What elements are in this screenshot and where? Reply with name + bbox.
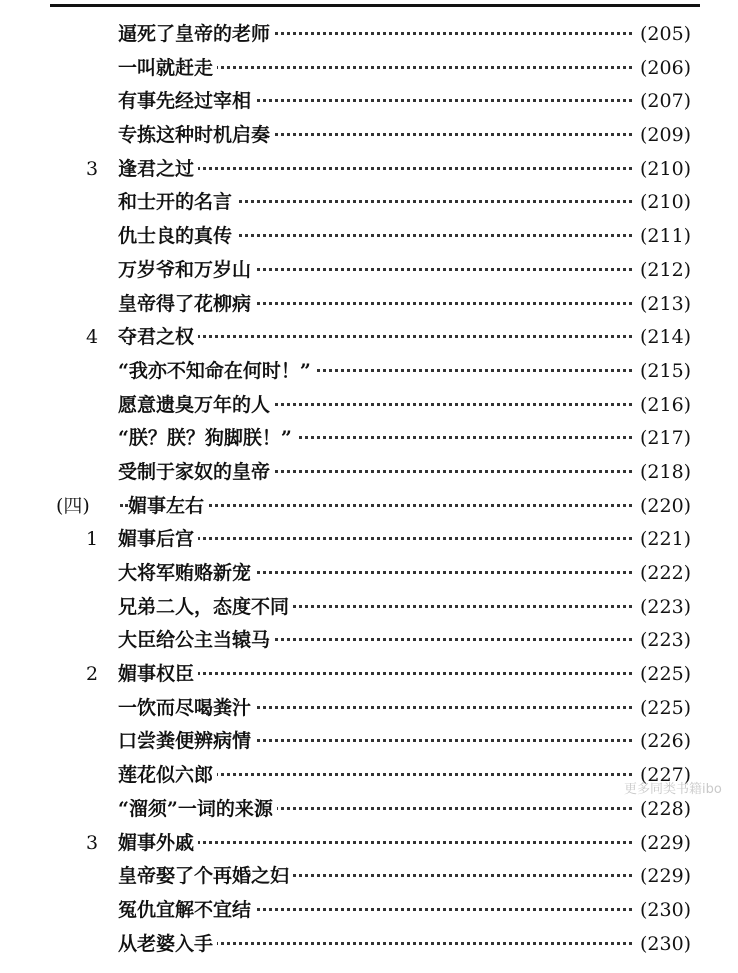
toc-entry-title: “我亦不知命在何时！”: [118, 359, 315, 383]
watermark: 更多同类书籍ibo: [624, 782, 722, 797]
toc-entry: [0, 827, 738, 861]
toc-entry: [0, 557, 738, 591]
toc-entry: [0, 658, 738, 692]
toc-entry-page: (210): [636, 190, 691, 214]
toc-entry: [0, 725, 738, 759]
toc-entry: [0, 422, 738, 456]
toc-entry-title: “朕？朕？狗脚朕！”: [118, 426, 296, 450]
toc-entry-number: 2: [86, 663, 99, 686]
toc-entry-title: 逼死了皇帝的老师: [118, 22, 274, 46]
toc-entry: [0, 692, 738, 726]
toc-entry-page: (220): [636, 494, 691, 518]
toc-entry-title: 媚事权臣: [118, 662, 198, 686]
toc-entry-page: (205): [636, 22, 691, 46]
toc-entry: [0, 321, 738, 355]
toc-entry-title: 有事先经过宰相: [118, 89, 255, 113]
toc-entry-title: 受制于家奴的皇帝: [118, 460, 274, 484]
toc-entry-page: (209): [636, 123, 691, 147]
toc-entry: [0, 624, 738, 658]
toc-entry-title: 愿意遗臭万年的人: [118, 393, 274, 417]
toc-entry-page: (222): [636, 561, 691, 585]
toc-entry-page: (229): [636, 864, 691, 888]
header-rule: [50, 4, 700, 7]
toc-entry: [0, 85, 738, 119]
toc-entry: [0, 490, 738, 524]
table-of-contents: [0, 18, 738, 961]
toc-entry-title: 媚事左右: [128, 494, 208, 518]
toc-entry-page: (216): [636, 393, 691, 417]
toc-entry-title: 媚事后宫: [118, 527, 198, 551]
toc-entry-page: (217): [636, 426, 691, 450]
toc-entry-page: (226): [636, 729, 691, 753]
toc-entry-page: (215): [636, 359, 691, 383]
toc-entry-number: (四): [56, 494, 90, 517]
toc-entry-title: 专拣这种时机启奏: [118, 123, 274, 147]
toc-entry-page: (212): [636, 258, 691, 282]
toc-entry: [0, 523, 738, 557]
toc-entry-page: (229): [636, 831, 691, 855]
toc-entry-number: 4: [86, 326, 99, 349]
toc-entry-number: 1: [86, 528, 99, 551]
toc-entry-title: 一饮而尽喝粪汁: [118, 696, 255, 720]
toc-entry-title: 兄弟二人，态度不同: [118, 595, 293, 619]
toc-entry: [0, 254, 738, 288]
toc-entry: [0, 186, 738, 220]
toc-entry: [0, 153, 738, 187]
toc-entry: [0, 456, 738, 490]
toc-entry-page: (211): [636, 224, 691, 248]
toc-entry: [0, 52, 738, 86]
toc-entry-title: “溜须”一词的来源: [118, 797, 277, 821]
toc-entry-page: (225): [636, 662, 691, 686]
toc-entry-title: 冤仇宜解不宜结: [118, 898, 255, 922]
toc-entry-title: 大臣给公主当辕马: [118, 628, 274, 652]
toc-entry-page: (223): [636, 628, 691, 652]
toc-entry-number: 3: [86, 157, 99, 180]
toc-entry-title: 一叫就赶走: [118, 56, 217, 80]
toc-entry-number: 3: [86, 831, 99, 854]
toc-entry-page: (221): [636, 527, 691, 551]
toc-entry: [0, 793, 738, 827]
toc-entry-title: 莲花似六郎: [118, 763, 217, 787]
toc-entry-title: 仇士良的真传: [118, 224, 236, 248]
toc-entry-page: (228): [636, 797, 691, 821]
toc-entry: [0, 355, 738, 389]
toc-entry-page: (230): [636, 898, 691, 922]
toc-entry: [0, 591, 738, 625]
toc-entry-page: (225): [636, 696, 691, 720]
toc-entry-title: 皇帝得了花柳病: [118, 292, 255, 316]
toc-entry-page: (214): [636, 325, 691, 349]
toc-entry-title: 逢君之过: [118, 157, 198, 181]
toc-entry: [0, 220, 738, 254]
toc-entry-page: (210): [636, 157, 691, 181]
toc-entry: [0, 928, 738, 962]
toc-entry: [0, 860, 738, 894]
toc-entry: [0, 288, 738, 322]
toc-entry-page: (218): [636, 460, 691, 484]
toc-entry-title: 皇帝娶了个再婚之妇: [118, 864, 293, 888]
toc-entry: [0, 389, 738, 423]
toc-entry-page: (227): [636, 763, 691, 787]
toc-entry: [0, 894, 738, 928]
toc-entry-page: (230): [636, 932, 691, 956]
toc-entry-title: 大将军贿赂新宠: [118, 561, 255, 585]
toc-entry-page: (223): [636, 595, 691, 619]
toc-entry-title: 口尝粪便辨病情: [118, 729, 255, 753]
toc-entry-title: 从老婆入手: [118, 932, 217, 956]
toc-entry-page: (206): [636, 56, 691, 80]
toc-entry-page: (207): [636, 89, 691, 113]
toc-entry-title: 和士开的名言: [118, 190, 236, 214]
toc-entry: [0, 119, 738, 153]
toc-entry-title: 夺君之权: [118, 325, 198, 349]
toc-entry-title: 万岁爷和万岁山: [118, 258, 255, 282]
toc-entry-page: (213): [636, 292, 691, 316]
toc-entry-title: 媚事外戚: [118, 831, 198, 855]
toc-entry: [0, 18, 738, 52]
